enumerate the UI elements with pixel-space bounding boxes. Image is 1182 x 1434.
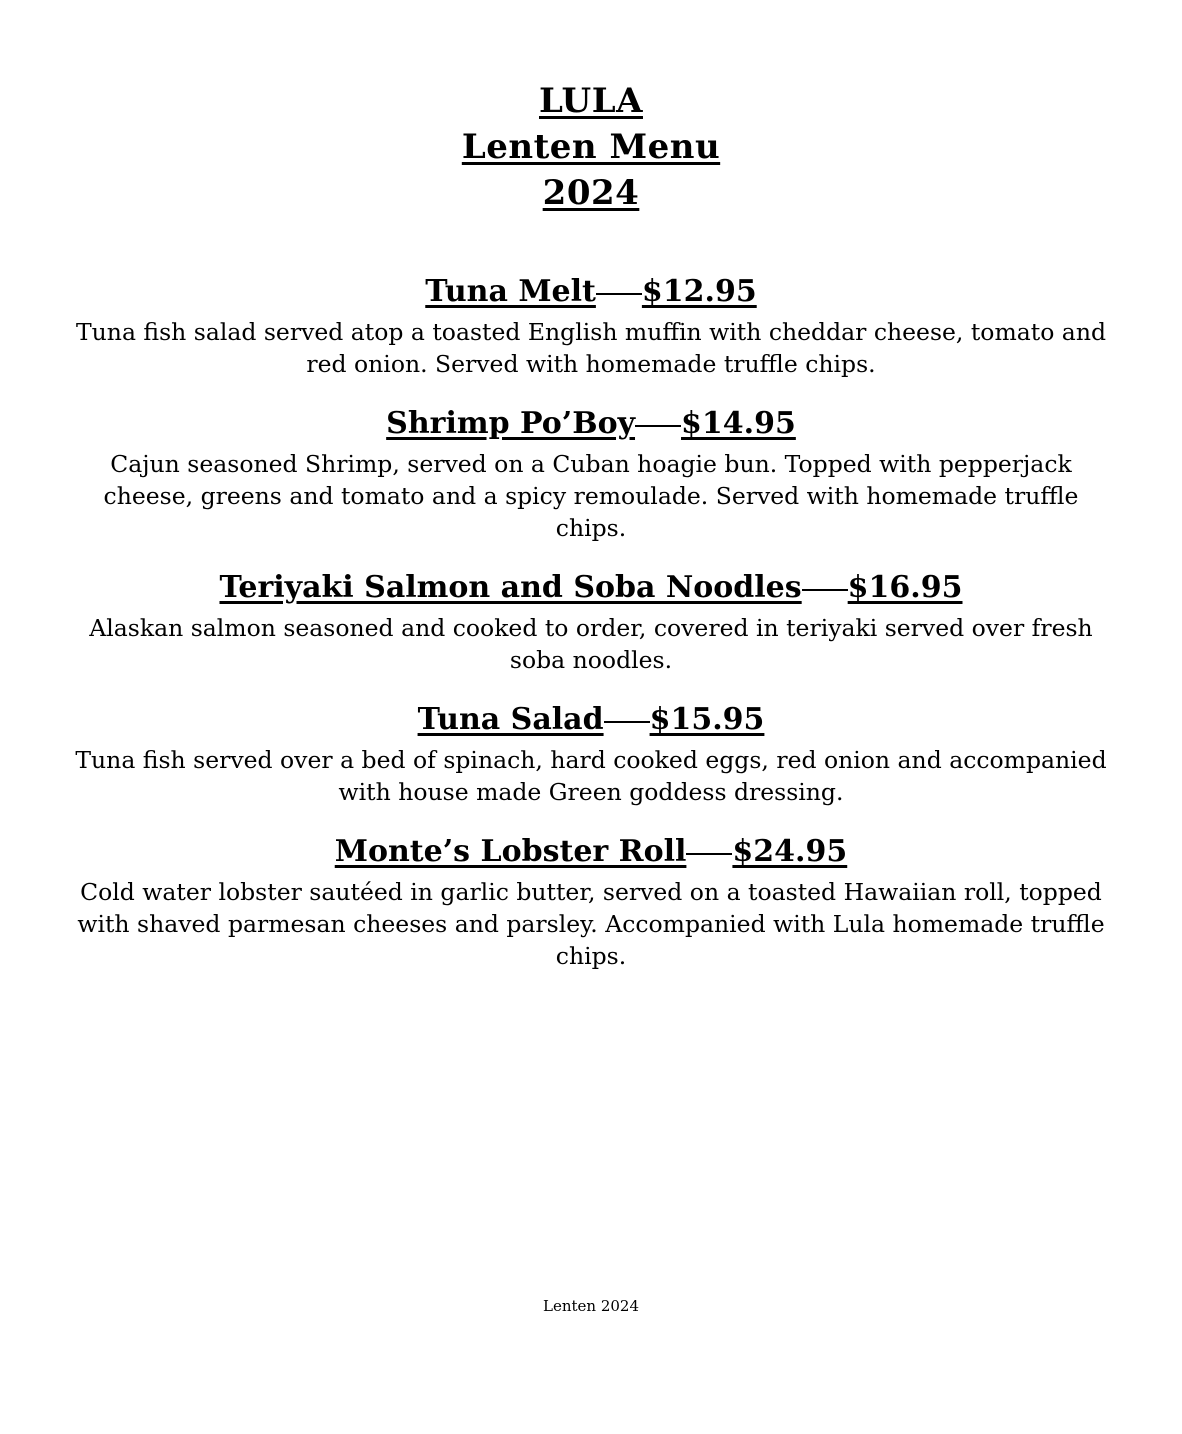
menu-title	[62, 124, 1120, 170]
menu-year	[62, 170, 1120, 216]
menu-year-text: 2024	[542, 173, 640, 213]
menu-item-price: $24.95	[732, 834, 848, 869]
menu-item-name: Tuna Salad	[417, 702, 604, 737]
menu-item	[62, 568, 1120, 676]
menu-item-description: Tuna fish served over a bed of spinach, hard cooked eggs, red onion and accompanied with house made Green goddess dressing.	[75, 746, 1107, 806]
menu-item-heading	[62, 700, 1120, 740]
heading-rule	[604, 721, 650, 723]
heading-rule	[635, 425, 681, 427]
menu-item	[62, 832, 1120, 972]
menu-item-description: Cajun seasoned Shrimp, served on a Cuban hoagie bun. Topped with pepperjack cheese, greens and tomato and a spicy remoulade. Served with homemade truffle chips.	[103, 450, 1079, 542]
menu-item-name: Teriyaki Salmon and Soba Noodles	[219, 570, 802, 605]
menu-item	[62, 272, 1120, 380]
header-spacer	[62, 216, 1120, 272]
menu-item-price: $12.95	[641, 274, 757, 309]
menu-item-description: Tuna fish salad served atop a toasted English muffin with cheddar cheese, tomato and red onion. Served with homemade truffle chips.	[76, 318, 1106, 378]
menu-item-price: $16.95	[847, 570, 963, 605]
menu-item-name: Shrimp Po’Boy	[386, 406, 636, 441]
menu-item	[62, 700, 1120, 808]
heading-rule	[802, 589, 848, 591]
menu-item-name: Monte’s Lobster Roll	[334, 834, 687, 869]
menu-item-price: $15.95	[649, 702, 765, 737]
restaurant-name	[62, 78, 1120, 124]
menu-item-description: Cold water lobster sautéed in garlic butter, served on a toasted Hawaiian roll, topped with shaved parmesan cheeses and parsley. Accompanied with Lula homemade truffle chips.	[77, 878, 1105, 970]
heading-rule	[596, 293, 642, 295]
menu-title-text: Lenten Menu	[461, 127, 721, 167]
menu-item-name: Tuna Melt	[425, 274, 596, 309]
menu-item-price: $14.95	[681, 406, 796, 441]
menu-item-heading	[62, 568, 1120, 608]
menu-item-heading	[62, 832, 1120, 872]
menu-item-heading	[62, 404, 1120, 444]
menu-item-description: Alaskan salmon seasoned and cooked to order, covered in teriyaki served over fresh soba noodles.	[89, 614, 1093, 674]
menu-item-heading	[62, 272, 1120, 312]
page-footer: Lenten 2024	[542, 1297, 639, 1315]
restaurant-name-text: LULA	[539, 81, 643, 121]
heading-rule	[686, 853, 732, 855]
menu-header	[62, 78, 1120, 216]
menu-item	[62, 404, 1120, 544]
